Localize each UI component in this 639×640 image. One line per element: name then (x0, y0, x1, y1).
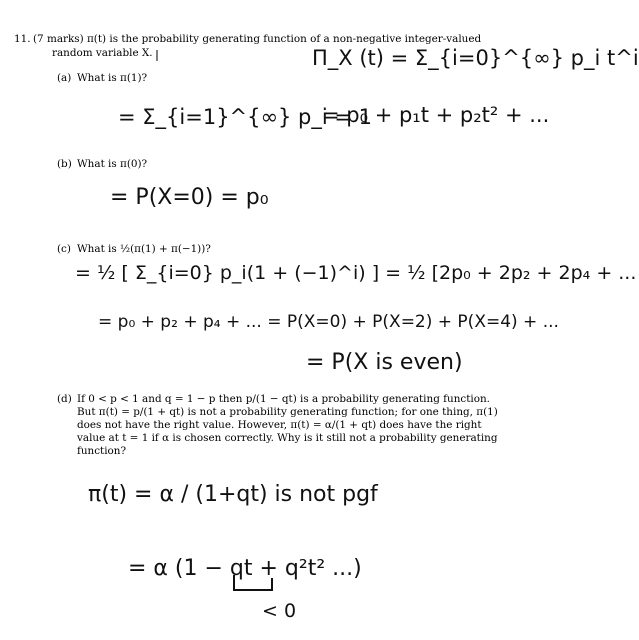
handwritten-pgf-definition: Π_X (t) = Σ_{i=0}^{∞} p_i t^i (312, 46, 639, 70)
part-d-line4: value at t = 1 if α is chosen correctly. Why is it still not a probability generating (77, 432, 498, 444)
question-intro-line2: random variable X. (52, 47, 153, 59)
handwritten-answer-c-line2: = p₀ + p₂ + p₄ + ... = P(X=0) + P(X=2) + P(X=4) + ... (98, 312, 559, 332)
part-d-line3: does not have the right value. However, π(t) = α/(1 + qt) does have the right (77, 419, 482, 431)
bracket-under-qt (234, 575, 272, 590)
part-b-question: What is π(0)? (77, 158, 148, 170)
question-number: 11. (14, 33, 31, 45)
part-c-label: (c) (57, 243, 71, 255)
handwritten-pgf-expansion: = p₀ + p₁t + p₂t² + ... (322, 103, 550, 127)
part-c-question: What is ½(π(1) + π(−1))? (77, 243, 211, 255)
handwritten-answer-c-line3: = P(X is even) (306, 350, 463, 375)
part-b-label: (b) (57, 158, 72, 170)
part-d-label: (d) (57, 393, 72, 405)
handwritten-answer-c-line1: = ½ [ Σ_{i=0} p_i(1 + (−1)^i) ] = ½ [2p₀ + 2p₂ + 2p₄ + ... (75, 262, 637, 284)
handwritten-answer-d-line2: = α (1 − qt + q²t² ...) (128, 556, 362, 581)
handwritten-answer-d-line1: π(t) = α / (1+qt) is not pgf (88, 482, 378, 507)
part-a-label: (a) (57, 72, 72, 84)
part-d-line1: If 0 < p < 1 and q = 1 − p then p/(1 − qt) is a probability generating function. (77, 393, 490, 405)
question-intro-line1: (7 marks) π(t) is the probability generating function of a non-negative integer-valued (33, 33, 482, 45)
part-a-question: What is π(1)? (77, 72, 148, 84)
part-d-line2: But π(t) = p/(1 + qt) is not a probability generating function; for one thing, π(1) (77, 406, 498, 418)
part-d-line5: function? (77, 445, 127, 457)
handwritten-note-less-than-zero: < 0 (262, 600, 297, 622)
handwritten-answer-b: = P(X=0) = p₀ (110, 185, 269, 210)
handwritten-answer-a: = Σ_{i=1}^{∞} p_i = 1 (118, 105, 373, 129)
